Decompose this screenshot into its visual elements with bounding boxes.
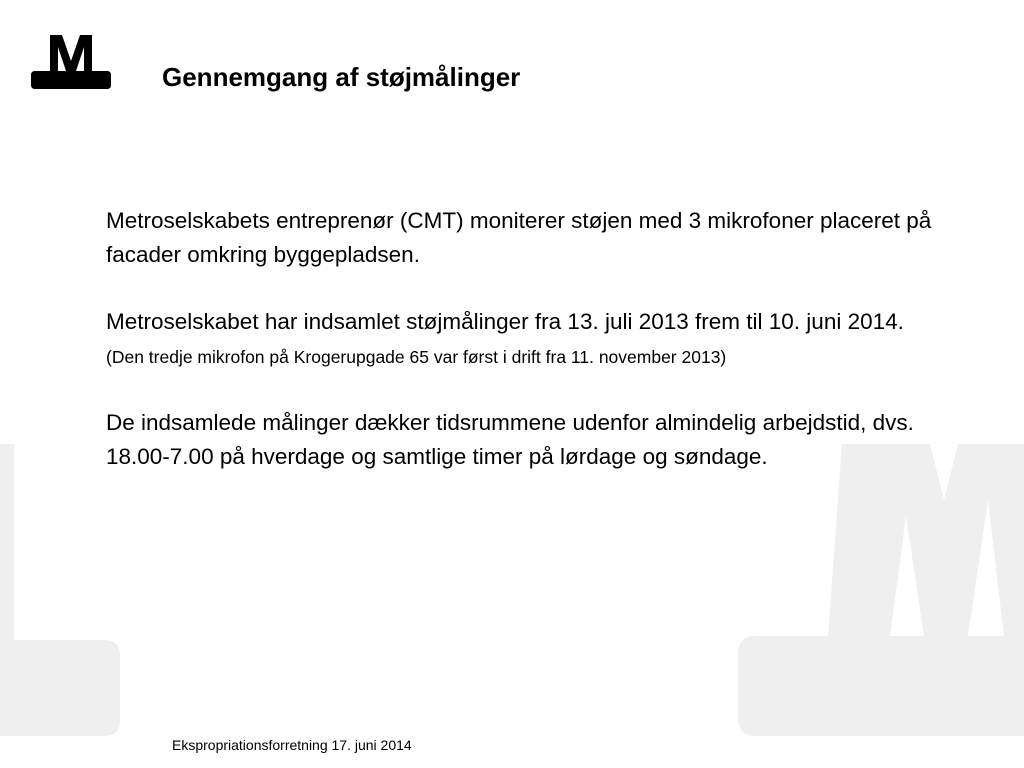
paragraph-time-coverage [106, 406, 942, 474]
slide-footer: Ekspropriationsforretning 17. juni 2014 [172, 737, 412, 753]
paragraph-measurement-period [106, 305, 942, 373]
paragraph-text: Metroselskabets entreprenør (CMT) moniterer støjen med 3 mikrofoner placeret på facader omkring byggepladsen. [106, 208, 932, 267]
slide-title: Gennemgang af støjmålinger [162, 62, 521, 92]
paragraph-text: De indsamlede målinger dækker tidsrummene udenfor almindelig arbejdstid, dvs. 18.00-7.00 på hverdage og samtlige timer på lørdage og søndage. [106, 410, 914, 469]
slide-body [106, 204, 942, 507]
paragraph-text: Metroselskabet har indsamlet støjmålinger fra 13. juli 2013 frem til 10. juni 2014. [106, 309, 904, 334]
paragraph-note: (Den tredje mikrofon på Krogerupgade 65 var først i drift fra 11. november 2013) [106, 347, 727, 367]
metro-logo [31, 33, 111, 89]
paragraph-microphones [106, 204, 942, 272]
